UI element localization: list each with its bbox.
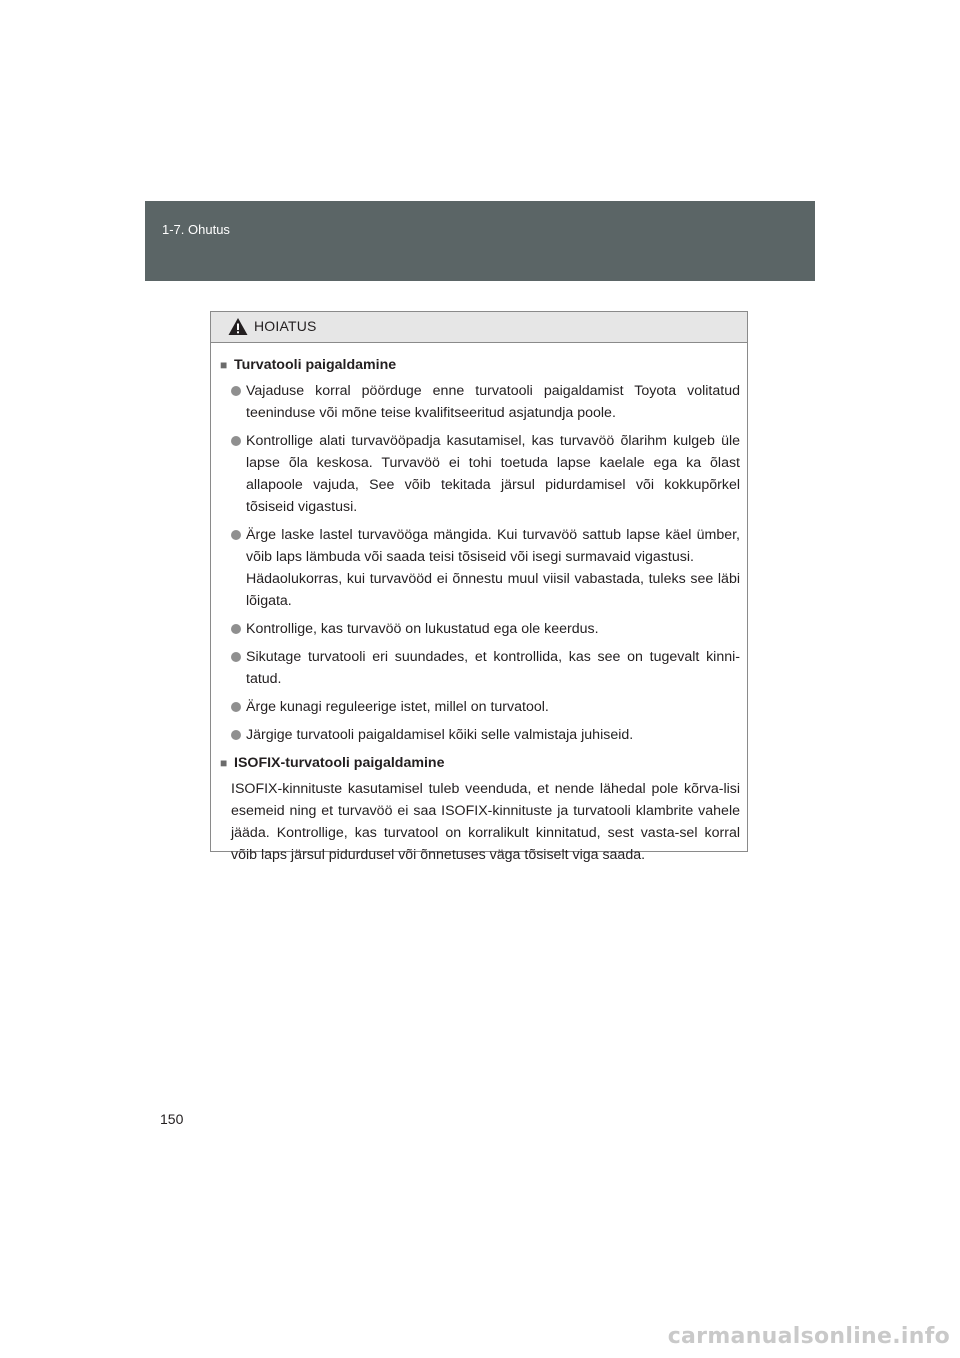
square-icon: ■ [220,358,228,372]
page-number: 150 [160,1111,184,1127]
list-item-text: Sikutage turvatooli eri suundades, et kontrollida, kas see on tugevalt kinni-tatud. [246,649,740,687]
dot-icon [231,624,241,634]
warning-triangle-icon [228,317,248,336]
dot-icon [231,730,241,740]
list-item-text: Kontrollige, kas turvavöö on lukustatud ega ole keerdus. [246,621,599,637]
dot-icon [231,652,241,662]
dot-icon [231,530,241,540]
list-item [220,380,740,424]
warning-label: HOIATUS [254,318,317,334]
section-title-header: 1-7. Ohutus [162,222,230,237]
list-item [220,646,740,690]
section-heading-text: Turvatooli paigaldamine [234,357,397,373]
section-heading-text: ISOFIX-turvatooli paigaldamine [234,755,445,771]
dot-icon [231,702,241,712]
list-item-text: Järgige turvatooli paigaldamisel kõiki selle valmistaja juhiseid. [246,727,634,743]
watermark: carmanualsonline.info [667,1324,950,1349]
list-item [220,430,740,518]
section-heading [220,354,740,376]
header-band [145,201,815,281]
section-heading [220,752,740,774]
list-item [220,618,740,640]
warning-box [210,311,748,863]
warning-body [211,343,747,866]
list-item-text: Kontrollige alati turvavööpadja kasutamisel, kas turvavöö õlarihm kulgeb üle lapse õla keskosa. Turvavöö ei tohi toetuda lapse kaelale ega ka õlast allapoole vajuda, See võib tekitada järsul pidurdamisel või kokkupõrkel tõsiseid vigastusi. [246,433,740,515]
warning-header [211,312,747,343]
list-item [220,524,740,612]
list-item [220,724,740,746]
dot-icon [231,436,241,446]
square-icon: ■ [220,756,228,770]
list-item-text: Ärge kunagi reguleerige istet, millel on turvatool. [246,699,549,715]
dot-icon [231,386,241,396]
section-paragraph: ISOFIX-kinnituste kasutamisel tuleb veenduda, et nende lähedal pole kõrva-lisi esemeid ning et turvavöö ei saa ISOFIX-kinnituste ja turvatooli klambrite vahele jääda. Kontrollige, kas turvatool on korralikult kinnitatud, sest vasta-sel korral võib laps järsul pidurdusel või õnnetuses väga tõsiselt viga saada. [231,781,740,863]
list-item [220,696,740,718]
list-item-text: Vajaduse korral pöörduge enne turvatooli paigaldamist Toyota volitatud teeninduse või mõne teise kvalifitseeritud asjatundja poole. [246,383,740,421]
list-item-text: Ärge laske lastel turvavööga mängida. Kui turvavöö sattub lapse käel ümber, võib laps lämbuda või saada teisi tõsiseid või isegi surmavaid vigastusi. Hädaolukorras, kui turvavööd ei õnnestu muul viisil vabastada, tuleks see läbi lõigata. [246,527,740,609]
